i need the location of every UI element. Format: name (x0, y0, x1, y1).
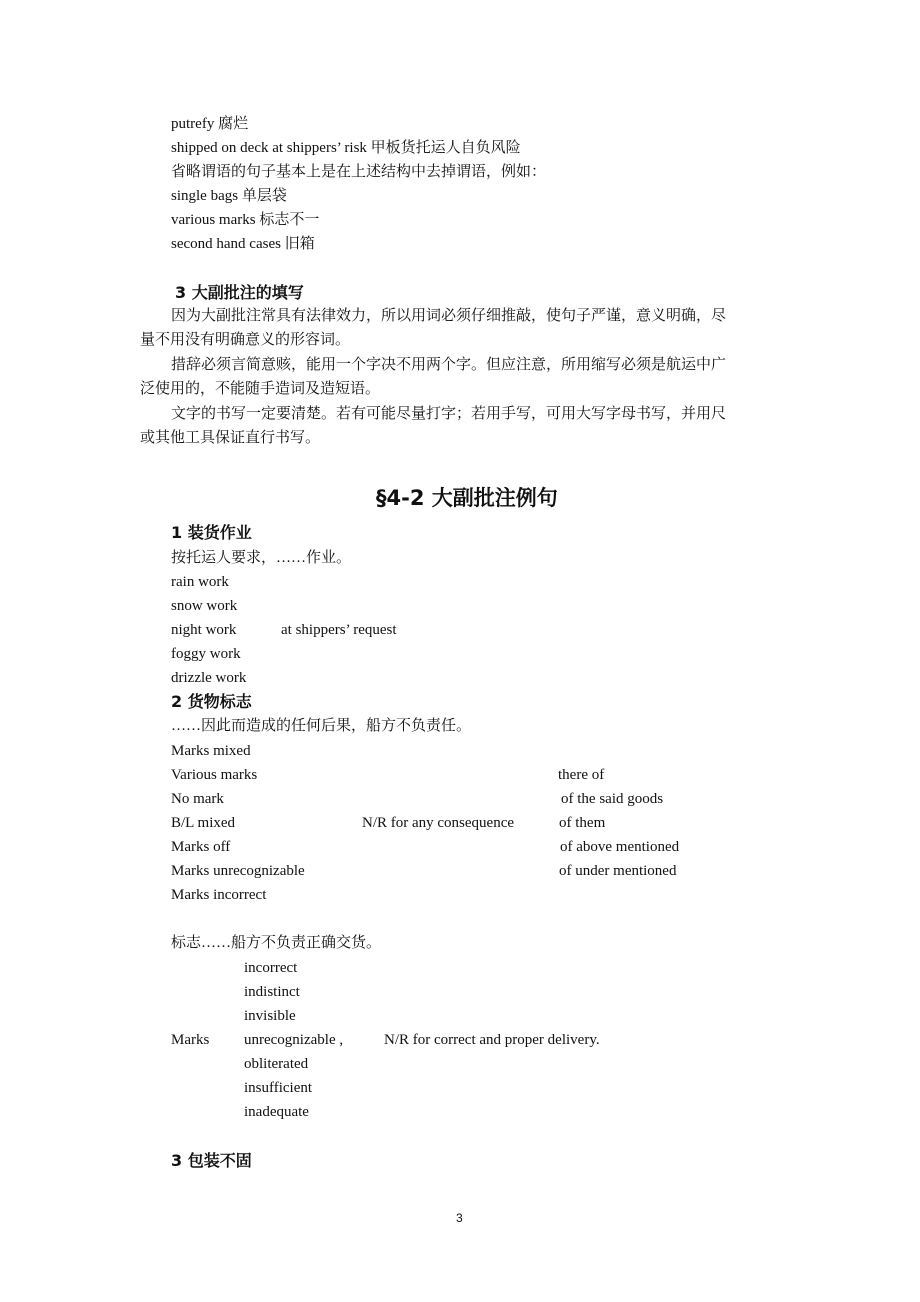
page-section-title: §4-2 大副批注例句 (376, 486, 558, 510)
list-item: incorrect (244, 960, 298, 976)
phrase-option: of them (559, 815, 606, 831)
intro-line: 按托运人要求，……作业。 (171, 550, 352, 566)
list-item: invisible (244, 1008, 296, 1024)
list-item: rain work (171, 574, 229, 590)
subsection-heading: 3 包装不固 (171, 1151, 252, 1170)
paragraph-line: 文字的书写一定要清楚。若有可能尽量打字；若用手写，可用大写字母书写，并用尺 (171, 406, 727, 422)
subsection-heading: 1 装货作业 (171, 523, 252, 542)
phrase-option: of above mentioned (560, 839, 680, 855)
paragraph-line: 或其他工具保证直行书写。 (140, 430, 321, 446)
intro-line: 标志……船方不负责正确交货。 (171, 935, 382, 951)
list-item: insufficient (244, 1080, 313, 1096)
list-item: Marks off (171, 839, 231, 855)
phrase-middle: N/R for any consequence (362, 815, 515, 831)
list-item: B/L mixed (171, 815, 236, 831)
vocab-line: various marks 标志不一 (171, 212, 320, 228)
list-item: No mark (171, 791, 224, 807)
phrase-tail: N/R for correct and proper delivery. (384, 1032, 600, 1048)
list-item: snow work (171, 598, 238, 614)
page-number: 3 (456, 1211, 463, 1225)
vocab-line: shipped on deck at shippers’ risk 甲板货托运人自负风险 (171, 140, 521, 156)
list-item: unrecognizable , (244, 1032, 344, 1048)
phrase-lead: Marks (171, 1032, 210, 1048)
list-item: drizzle work (171, 670, 247, 686)
list-item: obliterated (244, 1056, 309, 1072)
paragraph-line: 因为大副批注常具有法律效力，所以用词必须仔细推敲，使句子严谨，意义明确，尽 (171, 308, 727, 324)
vocab-line: single bags 单层袋 (171, 188, 287, 204)
section-heading: 3 大副批注的填写 (175, 283, 304, 302)
list-item: Marks mixed (171, 743, 251, 759)
list-item: night work (171, 622, 237, 638)
subsection-heading: 2 货物标志 (171, 692, 252, 711)
paragraph-line: 量不用没有明确意义的形容词。 (140, 332, 351, 348)
vocab-line: putrefy 腐烂 (171, 116, 249, 132)
phrase-option: of the said goods (561, 791, 664, 807)
vocab-line: second hand cases 旧箱 (171, 236, 315, 252)
list-item: indistinct (244, 984, 300, 1000)
paragraph-line: 泛使用的，不能随手造词及造短语。 (140, 381, 381, 397)
phrase-option: of under mentioned (559, 863, 677, 879)
list-item: Marks unrecognizable (171, 863, 305, 879)
paragraph-line: 措辞必须言简意赅，能用一个字决不用两个字。但应注意，所用缩写必须是航运中广 (171, 357, 727, 373)
list-item: Various marks (171, 767, 258, 783)
list-item: foggy work (171, 646, 241, 662)
intro-line: ……因此而造成的任何后果，船方不负责任。 (171, 718, 472, 734)
list-item: Marks incorrect (171, 887, 267, 903)
list-item: inadequate (244, 1104, 309, 1120)
phrase-suffix: at shippers’ request (281, 622, 397, 638)
phrase-option: there of (558, 767, 605, 783)
body-line: 省略谓语的句子基本上是在上述结构中去掉谓语，例如： (171, 164, 547, 180)
